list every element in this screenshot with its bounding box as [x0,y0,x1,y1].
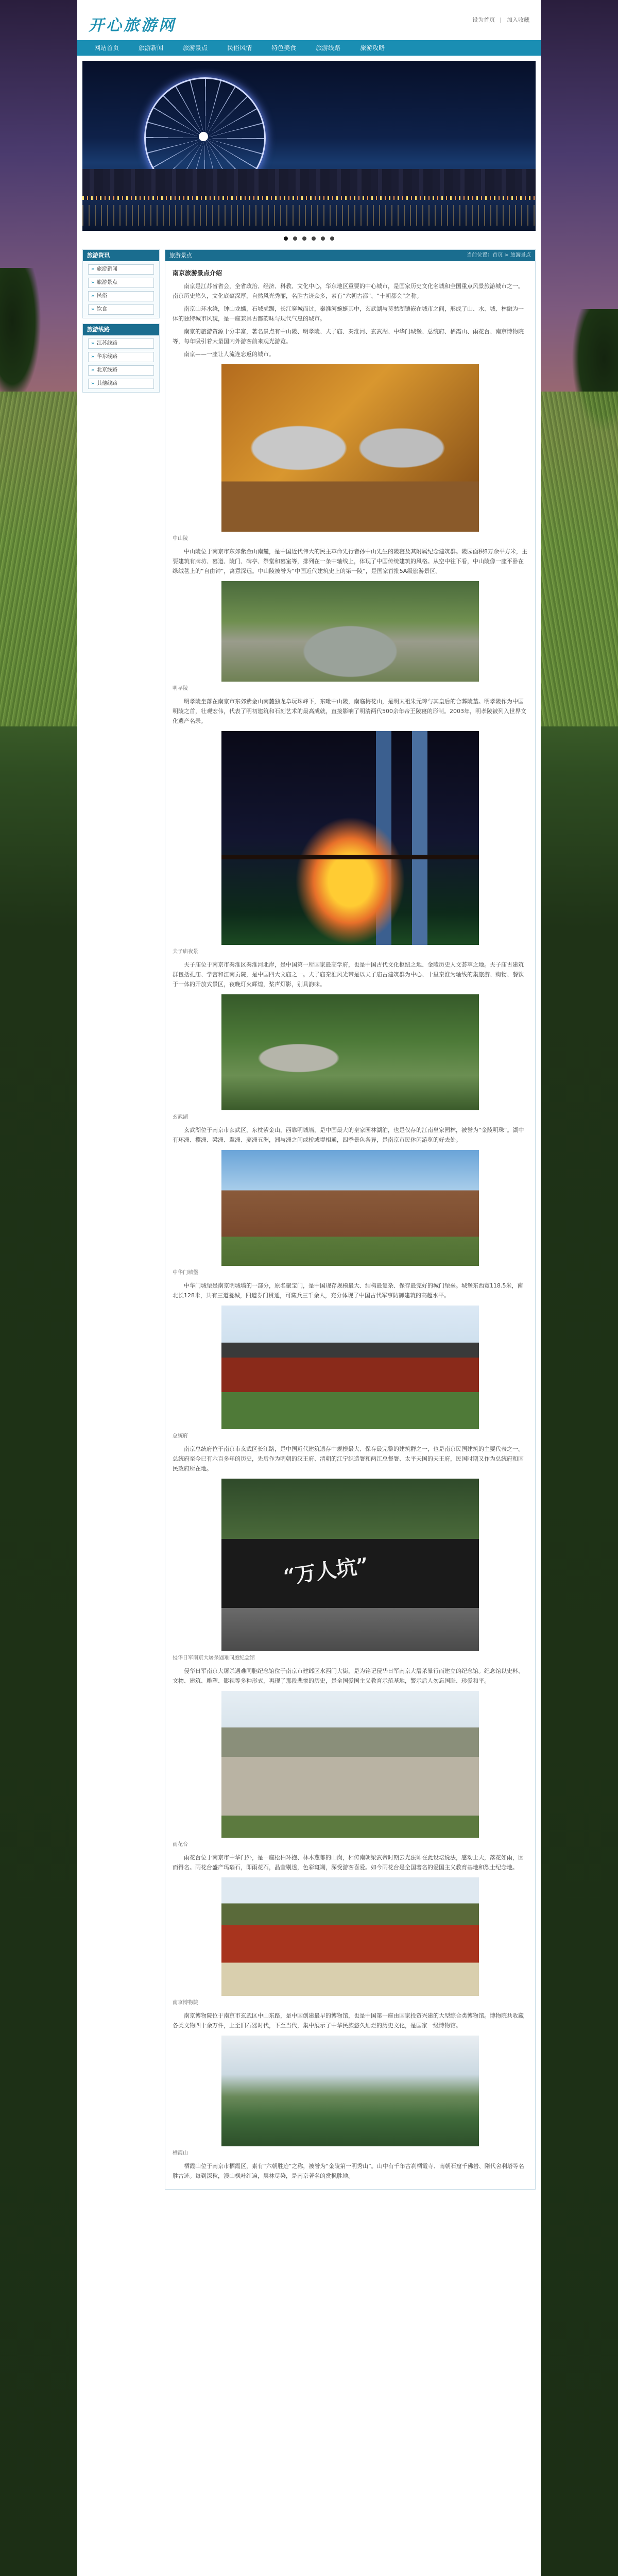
banner-dots [77,235,541,242]
banner-dot-5[interactable] [321,236,325,241]
photo-caption: 中山陵 [173,536,188,541]
photo-caption: 栖霞山 [173,2150,188,2156]
sidebar-box-info [82,249,160,318]
add-favorite-link[interactable]: 加入收藏 [507,16,529,23]
nav-home[interactable]: 网站首页 [94,44,119,52]
photo-museum-hall [221,1877,479,1996]
city-lights [82,196,536,200]
nav-food[interactable]: 特色美食 [271,44,297,52]
sidebar-box-routes [82,324,160,393]
city-skyline [82,169,536,200]
banner-image [82,61,536,231]
photo-caption: 明孝陵 [173,686,188,691]
page-container [77,0,541,2576]
section-paragraph: 侵华日军南京大屠杀遇难同胞纪念馆位于南京市建邺区水西门大街，是为铭记侵华日军南京大屠杀暴行而建立的纪念馆。纪念馆以史料、文物、建筑、雕塑、影视等多种形式，再现了那段悲惨的历史，是全国爱国主义教育示范基地，警示后人勿忘国耻、珍爱和平。 [173,1668,524,1684]
site-logo[interactable]: 开心旅游网 [89,16,176,35]
main-nav [77,40,541,56]
sidebar-item-beijing[interactable]: » 北京线路 [88,365,154,376]
section-paragraph: 玄武湖位于南京市玄武区，东枕紫金山，西靠明城墙，是中国最大的皇家园林湖泊，也是仅存的江南皇家园林，被誉为“金陵明珠”。湖中有环洲、樱洲、梁洲、翠洲、菱洲五洲，洲与洲之间或桥或堤相通，四季景色各异，是南京市民休闲游览的好去处。 [173,1127,524,1143]
nav-scenic[interactable]: 旅游景点 [183,44,208,52]
banner-dot-2[interactable] [293,236,297,241]
main-content [165,249,536,2190]
nav-news[interactable]: 旅游新闻 [139,44,164,52]
photo-caption: 南京博物院 [173,2000,198,2006]
photo-stone-garden [221,581,479,682]
banner-dot-6[interactable] [330,236,334,241]
sidebar [82,249,160,398]
sidebar-item-other[interactable]: » 其他线路 [88,379,154,389]
banner-dot-4[interactable] [312,236,316,241]
nav-folk[interactable]: 民俗风情 [227,44,252,52]
section-paragraph: 明孝陵坐落在南京市东郊紫金山南麓独龙阜玩珠峰下，东毗中山陵，南临梅花山，是明太祖朱元璋与其皇后的合葬陵墓。明孝陵作为中国明陵之首，壮观宏伟，代表了明初建筑和石刻艺术的最高成就，直接影响了明清两代500余年帝王陵寝的形制。2003年，明孝陵被列入世界文化遗产名录。 [173,698,526,724]
sidebar-item-jiangsu[interactable]: » 江苏线路 [88,338,154,349]
ferris-wheel-hub [199,132,208,141]
water-reflection [82,205,536,226]
sidebar-item-food[interactable]: » 饮食 [88,304,154,315]
intro-paragraph: 南京是江苏省省会，全省政治、经济、科教、文化中心，华东地区重要的中心城市，是国家历史文化名城和全国重点风景旅游城市之一。南京历史悠久，文化底蕴深厚，自然风光秀丽，名胜古迹众多，素有“六朝古都”、“十朝都会”之称。 [173,283,524,299]
breadcrumb: 当前位置：首页 > 旅游景点 [467,252,531,258]
sidebar-item-scenic[interactable]: » 旅游景点 [88,278,154,288]
photo-memorial-stairs [221,1691,479,1838]
sidebar-item-folk[interactable]: » 民俗 [88,291,154,301]
photo-caption: 雨花台 [173,1842,188,1848]
section-paragraph: 栖霞山位于南京市栖霞区，素有“六朝胜迹”之称，被誉为“金陵第一明秀山”。山中有千年古刹栖霞寺、南朝石窟千佛岩、隋代舍利塔等名胜古迹。每到深秋，漫山枫叶红遍，层林尽染，是南京著名的赏枫胜地。 [173,2163,524,2179]
background-grass-left [0,392,77,726]
background-tree-left [0,268,41,402]
section-paragraph: 夫子庙位于南京市秦淮区秦淮河北岸，是中国第一所国家最高学府，也是中国古代文化枢纽之地、金陵历史人文荟萃之地。夫子庙古建筑群包括孔庙、学宫和江南贡院，是中国四大文庙之一。夫子庙秦淮风光带是以夫子庙古建筑群为中心、十里秦淮为轴线的集旅游、购物、餐饮于一体的开放式景区，夜晚灯火辉煌，桨声灯影，别具韵味。 [173,961,524,988]
photo-city-wall [221,1150,479,1266]
article [165,261,535,2189]
sidebar-item-east-china[interactable]: » 华东线路 [88,352,154,362]
nav-guide[interactable]: 旅游攻略 [360,44,385,52]
section-paragraph: 南京博物院位于南京市玄武区中山东路，是中国创建最早的博物馆，也是中国第一座由国家投资兴建的大型综合类博物馆。博物院共收藏各类文物四十余万件，上至旧石器时代，下至当代，集中展示了中华民族悠久灿烂的历史文化，是国家一级博物馆。 [173,2012,524,2029]
section-paragraph: 雨花台位于南京市中华门外，是一座松柏环抱、林木葱郁的山岗，相传南朝梁武帝时期云光法师在此设坛说法，感动上天，落花如雨，因而得名。雨花台盛产玛瑙石，即雨花石，晶莹剔透，色彩斑斓，深受游客喜爱。如今雨花台是全国著名的爱国主义教育基地和烈士纪念地。 [173,1854,524,1871]
stone-inscription: “万人坑” [282,1553,370,1589]
intro-paragraph: 南京的旅游资源十分丰富，著名景点有中山陵、明孝陵、夫子庙、秦淮河、玄武湖、中华门城堡、总统府、栖霞山、雨花台、南京博物院等，每年吸引着大量国内外游客前来观光游览。 [173,328,524,345]
sidebar-box-title: 旅游线路 [83,324,159,335]
section-paragraph: 南京总统府位于南京市玄武区长江路，是中国近代建筑遗存中规模最大、保存最完整的建筑群之一，也是南京民国建筑的主要代表之一。总统府至今已有六百多年的历史，先后作为明朝的汉王府、清朝的江宁织造署和两江总督署、太平天国的天王府，民国时期又作为总统府和国民政府所在地。 [173,1446,524,1472]
photo-palace-building [221,1306,479,1429]
photo-memorial-stone [221,1479,479,1651]
photo-sunset-statues [221,364,479,532]
photo-park-lawn [221,994,479,1110]
banner-dot-3[interactable] [302,236,306,241]
sidebar-item-news[interactable]: » 旅游新闻 [88,264,154,275]
nav-routes[interactable]: 旅游线路 [316,44,341,52]
photo-caption: 侵华日军南京大屠杀遇难同胞纪念馆 [173,1655,255,1661]
article-title: 南京旅游景点介绍 [173,269,222,277]
separator: | [500,16,502,23]
top-links [469,15,529,24]
header [77,0,541,40]
photo-night-temple [221,731,479,945]
main-title: 旅游景点 [169,252,192,259]
photo-mountain-view [221,2036,479,2146]
photo-caption: 总统府 [173,1433,188,1439]
intro-paragraph: 南京——一座让人流连忘返的城市。 [184,351,274,358]
banner-dot-1[interactable] [284,236,288,241]
photo-caption: 夫子庙夜景 [173,949,198,955]
photo-caption: 玄武湖 [173,1114,188,1120]
set-homepage-link[interactable]: 设为首页 [472,16,495,23]
section-paragraph: 中山陵位于南京市东郊紫金山南麓，是中国近代伟大的民主革命先行者孙中山先生的陵寝及其附属纪念建筑群。陵园面积8万余平方米，主要建筑有牌坊、墓道、陵门、碑亭、祭堂和墓室等，排列在一条中轴线上，体现了中国传统建筑的风格。从空中往下看，中山陵像一座平卧在绿绒毯上的“自由钟”，寓意深远。中山陵被誉为“中国近代建筑史上的第一陵”，是国家首批5A级旅游景区。 [173,548,527,574]
intro-paragraph: 南京山环水绕，钟山龙蟠，石城虎踞，长江穿城而过，秦淮河蜿蜒其中，玄武湖与莫愁湖镶嵌在城市之间，形成了山、水、城、林融为一体的独特城市风貌，是一座兼具古都韵味与现代气息的城市。 [173,306,524,322]
sidebar-box-title: 旅游资讯 [83,250,159,261]
photo-caption: 中华门城堡 [173,1270,198,1276]
main-header [165,250,535,261]
section-paragraph: 中华门城堡是南京明城墙的一部分，原名聚宝门，是中国现存规模最大、结构最复杂、保存最完好的城门堡垒。城堡东西宽118.5米，南北长128米，共有三道瓮城，四道券门贯通，可藏兵三千余人，充分体现了中国古代军事防御建筑的高超水平。 [173,1282,523,1299]
background-grass-right [541,392,618,726]
